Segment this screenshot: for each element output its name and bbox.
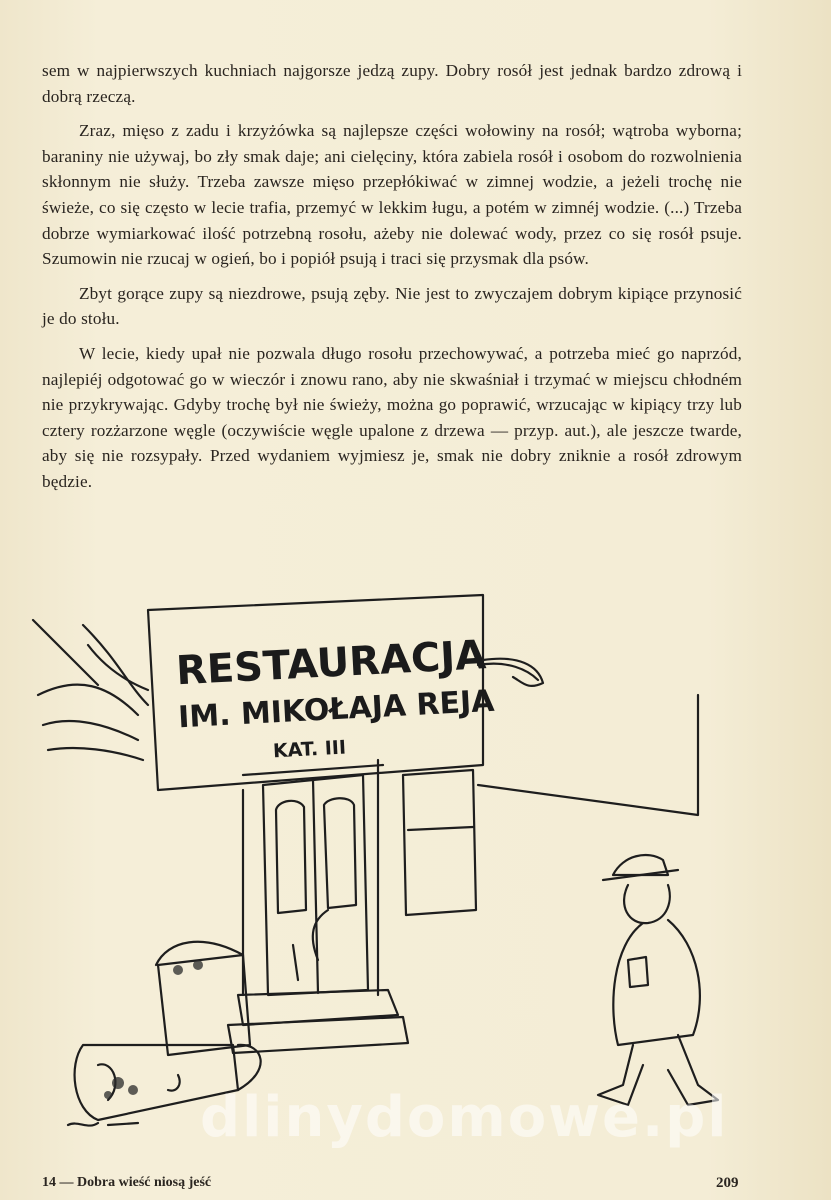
man-head <box>624 885 670 923</box>
paragraph-1: sem w najpierwszych kuchniach najgorsze jedzą zupy. Dobry rosół jest jednak bardzo zdrową i dobrą rzeczą. <box>42 61 742 106</box>
paragraph-4: W lecie, kiedy upał nie pozwala długo rosołu przechowywać, a potrzeba mieć go naprzód, najlepiéj odgotować go w wieczór i znowu rano, aby nie skwaśniał i trzymać w miejscu chłodném nie przykrywając. Gdyby trochę był nie świeży, można go poprawić, wrzucając w kipiący trzy lub cztery rozżarzone węgle (oczywiście węgle upalone z drzewa — przyp. aut.), ale jeszcze twarde, aby się nie rozsypały. Przed wydaniem wyjmiesz je, smak nie dobry zniknie a rosół zdrowym będzie. <box>42 343 742 491</box>
page-number: 209 <box>716 1175 739 1191</box>
body-text <box>42 58 742 504</box>
trash-bin <box>158 955 250 1055</box>
sign-line-2: IM. MIKOŁAJA REJA <box>177 683 496 736</box>
man-coat <box>613 920 700 1045</box>
watermark: dlinydomowe.pl <box>200 1085 729 1150</box>
sign-line-1: RESTAURACJA <box>174 632 488 695</box>
paragraph-3: Zbyt gorące zupy są niezdrowe, psują zęby. Nie jest to zwyczajem dobrym kipiące przynosić je do stołu. <box>42 283 742 329</box>
footer-signature: 14 — Dobra wieść niosą jeść <box>42 1175 212 1190</box>
sign-line-3: KAT. III <box>272 736 347 763</box>
wall-line-right <box>478 695 698 815</box>
cartoon-drawing <box>28 565 768 1155</box>
restaurant-cartoon-illustration <box>28 565 768 1155</box>
side-window <box>403 770 476 915</box>
paragraph-2: Zraz, mięso z zadu i krzyżówka są najlepsze części wołowiny na rosół; wątroba wyborna; baraniny nie używaj, bo zły smak daje; ani cielęciny, która zabiela rosół i osobom do rozwolnienia skłonnym nie służy. Trzeba zawsze mięso przepłókiwać w zimnej wodzie, a jeżeli trochę nie świeże, co się często w lecie trafia, przemyć w lekkim ługu, a potém w zimnéj wodzie. (...) Trzeba dobrze wymiarkować ilość potrzebną rosołu, ażeby nie dolewać wody, przez co się rosół psuje. Szumowin nie rzucaj w ogień, bo i popiół psują i traci się przysmak dla psów. <box>42 121 742 269</box>
